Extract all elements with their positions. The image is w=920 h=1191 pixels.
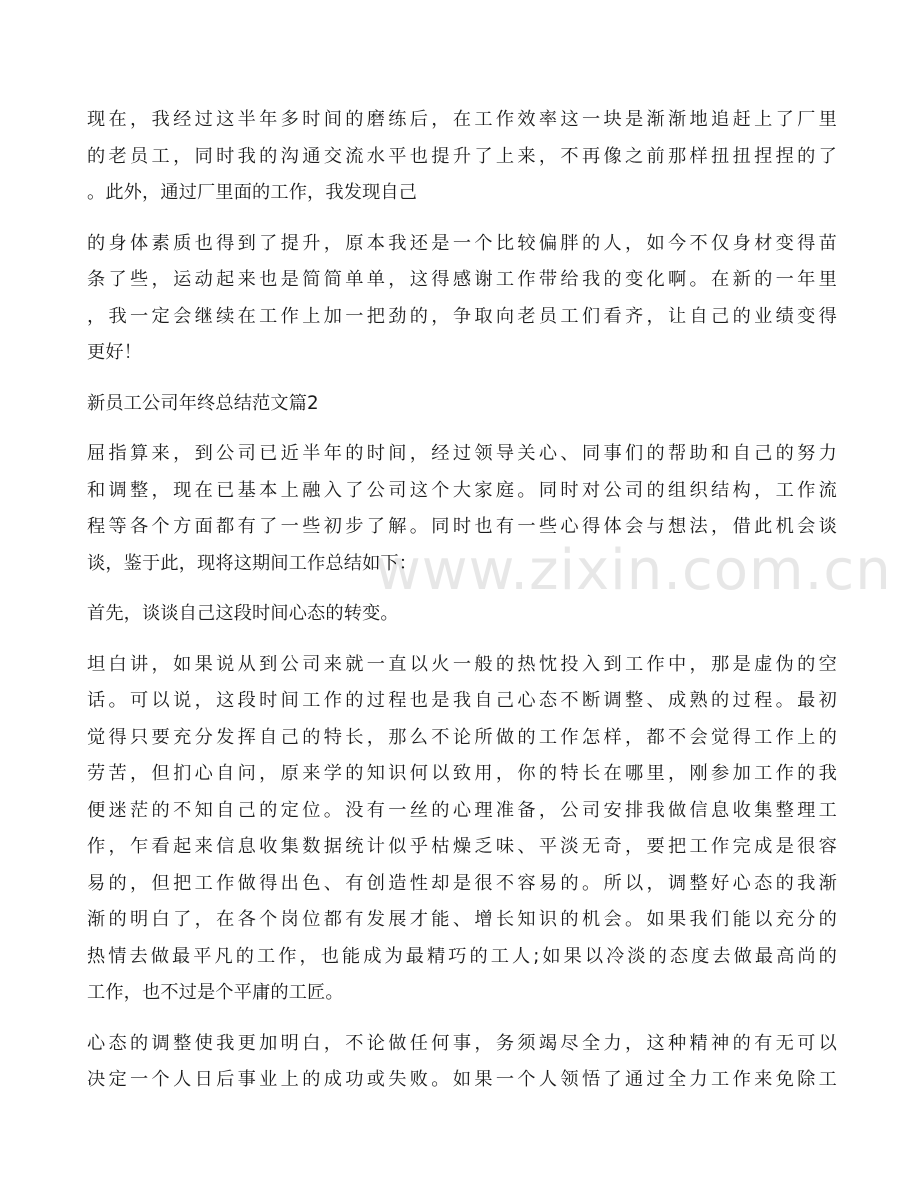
- text-line: 。此外，通过厂里面的工作，我发现自己: [87, 182, 418, 203]
- text-line: 决定一个人日后事业上的成功或失败。如果一个人领悟了通过全力工作来免除工: [87, 1069, 837, 1090]
- text-line: 易的，但把工作做得出色、有创造性却是很不容易的。所以，调整好心态的我渐: [87, 872, 837, 894]
- text-line: 的老员工，同时我的沟通交流水平也提升了上来，不再像之前那样扭扭捏捏的了: [87, 145, 837, 167]
- watermark: www.zixin.com.cn: [375, 538, 892, 603]
- text-line: 作，乍看起来信息收集数据统计似乎枯燥乏味、平淡无奇，要把工作完成是很容: [87, 836, 837, 857]
- section-heading: [87, 386, 837, 423]
- paragraph-6: [87, 1026, 837, 1099]
- paragraph-3: [87, 436, 837, 582]
- text-line: 话。可以说，这段时间工作的过程也是我自己心态不断调整、成熟的过程。最初: [87, 690, 837, 711]
- text-line: 谈，鉴于此，现将这期间工作总结如下：: [87, 552, 418, 574]
- text-line: 更好！: [87, 342, 143, 363]
- text-line: 心态的调整使我更加明白，不论做任何事，务须竭尽全力，这种精神的有无可以: [87, 1032, 837, 1054]
- text-line: 现在，我经过这半年多时间的磨练后，在工作效率这一块是渐渐地追赶上了厂里: [87, 109, 837, 130]
- heading-text: 新员工公司年终总结范文篇2: [87, 392, 319, 414]
- paragraph-2: [87, 226, 837, 372]
- text-line: ，我一定会继续在工作上加一把劲的，争取向老员工们看齐，让自己的业绩变得: [87, 305, 837, 327]
- text-line: 工作，也不过是个平庸的工匠。: [87, 982, 344, 1003]
- document-body: [87, 102, 837, 1113]
- text-line: 和调整，现在已基本上融入了公司这个大家庭。同时对公司的组织结构，工作流: [87, 479, 837, 501]
- text-line: 觉得只要充分发挥自己的特长，那么不论所做的工作怎样，都不会觉得工作上的: [87, 726, 837, 748]
- text-line: 的身体素质也得到了提升，原本我还是一个比较偏胖的人，如今不仅身材变得苗: [87, 232, 837, 254]
- paragraph-1: [87, 102, 837, 212]
- text-line: 热情去做最平凡的工作，也能成为最精巧的工人;如果以冷淡的态度去做最高尚的: [87, 945, 837, 967]
- text-line: 劳苦，但扪心自问，原来学的知识何以致用，你的特长在哪里，刚参加工作的我: [87, 763, 837, 784]
- text-line: 便迷茫的不知自己的定位。没有一丝的心理准备，公司安排我做信息收集整理工: [87, 799, 837, 821]
- text-line: 坦白讲，如果说从到公司来就一直以火一般的热忱投入到工作中，那是虚伪的空: [87, 653, 837, 675]
- text-line: 条了些，运动起来也是简简单单，这得感谢工作带给我的变化啊。在新的一年里: [87, 269, 837, 290]
- text-line: 屈指算来，到公司已近半年的时间，经过领导关心、同事们的帮助和自己的努力: [87, 443, 837, 464]
- paragraph-4: [87, 596, 837, 633]
- text-line: 渐的明白了，在各个岗位都有发展才能、增长知识的机会。如果我们能以充分的: [87, 909, 837, 930]
- text-line: 首先，谈谈自己这段时间心态的转变。: [87, 603, 399, 624]
- text-line: 程等各个方面都有了一些初步了解。同时也有一些心得体会与想法，借此机会谈: [87, 516, 837, 537]
- paragraph-5: [87, 647, 837, 1012]
